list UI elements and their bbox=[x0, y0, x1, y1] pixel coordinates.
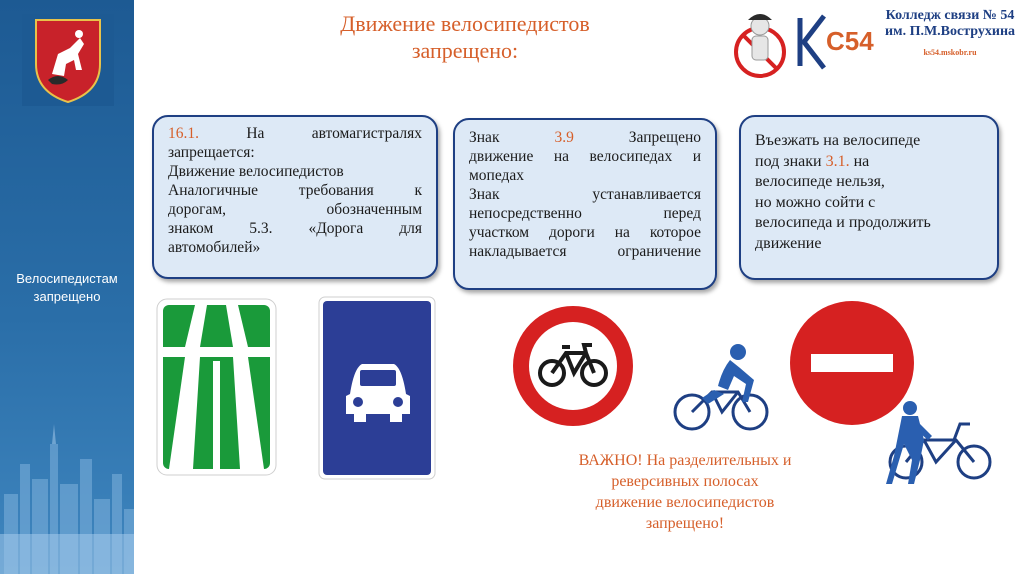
no-bicycles-sign-icon bbox=[512, 305, 634, 427]
page-title-line1: Движение велосипедистов bbox=[340, 11, 590, 36]
college-name bbox=[876, 8, 1024, 40]
cyclist-illustration-icon bbox=[672, 340, 770, 435]
box2-line6: участком дороги на которое bbox=[469, 224, 701, 241]
rule-16-1-box bbox=[152, 115, 438, 279]
box2-line4: Знак устанавливается bbox=[469, 186, 701, 203]
important-line4: запрещено! bbox=[645, 515, 725, 532]
motorway-sign-icon bbox=[155, 297, 278, 477]
box2-line7: накладывается ограничение bbox=[469, 243, 701, 260]
box3-line2 bbox=[755, 152, 983, 173]
ks54-logo bbox=[800, 16, 874, 68]
box1-line7: автомобилей» bbox=[168, 239, 261, 256]
box3-line2-pre: под знаки bbox=[755, 152, 826, 170]
moscow-coat-of-arms-icon bbox=[22, 14, 114, 106]
box1-rule-number: 16.1. bbox=[168, 125, 199, 142]
box3-line4: но можно сойти с bbox=[755, 193, 876, 211]
sign-3-1-box bbox=[739, 115, 999, 280]
box2-sign-number: 3.9 bbox=[554, 129, 574, 146]
box2-line1-text: Запрещено bbox=[573, 129, 701, 146]
box1-line5: дорогам, обозначенным bbox=[168, 201, 422, 218]
box1-line4: Аналогичные требования к bbox=[168, 182, 422, 199]
city-skyline-image bbox=[0, 424, 134, 574]
box2-line2: движение на велосипедах и bbox=[469, 148, 701, 165]
important-line1: ВАЖНО! На разделительных и bbox=[578, 452, 792, 469]
car-road-sign-icon bbox=[318, 296, 436, 480]
box3-line2-text: на bbox=[849, 152, 870, 170]
sidebar-caption bbox=[0, 270, 134, 306]
page-title-line2: запрещено: bbox=[411, 38, 519, 63]
sign-3-9-box bbox=[453, 118, 717, 290]
box2-line5: непосредственно перед bbox=[469, 205, 701, 222]
college-name-line1: Колледж связи № 54 bbox=[885, 8, 1015, 23]
box1-line6: знаком 5.3. «Дорога для bbox=[168, 220, 422, 237]
important-line3: движение велосипедистов bbox=[595, 494, 775, 511]
sidebar-caption-line2: запрещено bbox=[33, 289, 101, 304]
college-name-line2: им. П.М.Вострухина bbox=[884, 24, 1016, 39]
important-line2: реверсивных полосах bbox=[611, 473, 759, 490]
box3-sign-number: 3.1. bbox=[825, 152, 850, 170]
box2-line1-pre: Знак bbox=[469, 129, 555, 146]
box3-line5: велосипеда и продолжить bbox=[755, 214, 931, 231]
box1-line2: запрещается: bbox=[168, 144, 255, 161]
box1-line3: Движение велосипедистов bbox=[168, 163, 344, 180]
important-note bbox=[520, 450, 850, 534]
box1-line1-text: На автомагистралях bbox=[199, 125, 422, 142]
box3-line3: велосипеде нельзя, bbox=[755, 173, 885, 190]
box1-line1 bbox=[168, 124, 422, 143]
person-walking-bicycle-icon bbox=[884, 400, 998, 486]
svg-text:С54: С54 bbox=[826, 26, 874, 56]
box2-line3: мопедах bbox=[469, 167, 525, 184]
box3-line6: движение bbox=[755, 234, 822, 252]
no-smoking-figure-icon bbox=[736, 14, 784, 76]
college-site-link[interactable]: ks54.mskobr.ru bbox=[923, 48, 977, 57]
page-title bbox=[300, 10, 630, 64]
box3-line1: Въезжать на велосипеде bbox=[755, 132, 921, 149]
sidebar-caption-line1: Велосипедистам bbox=[16, 271, 118, 286]
box2-line1 bbox=[469, 128, 701, 147]
